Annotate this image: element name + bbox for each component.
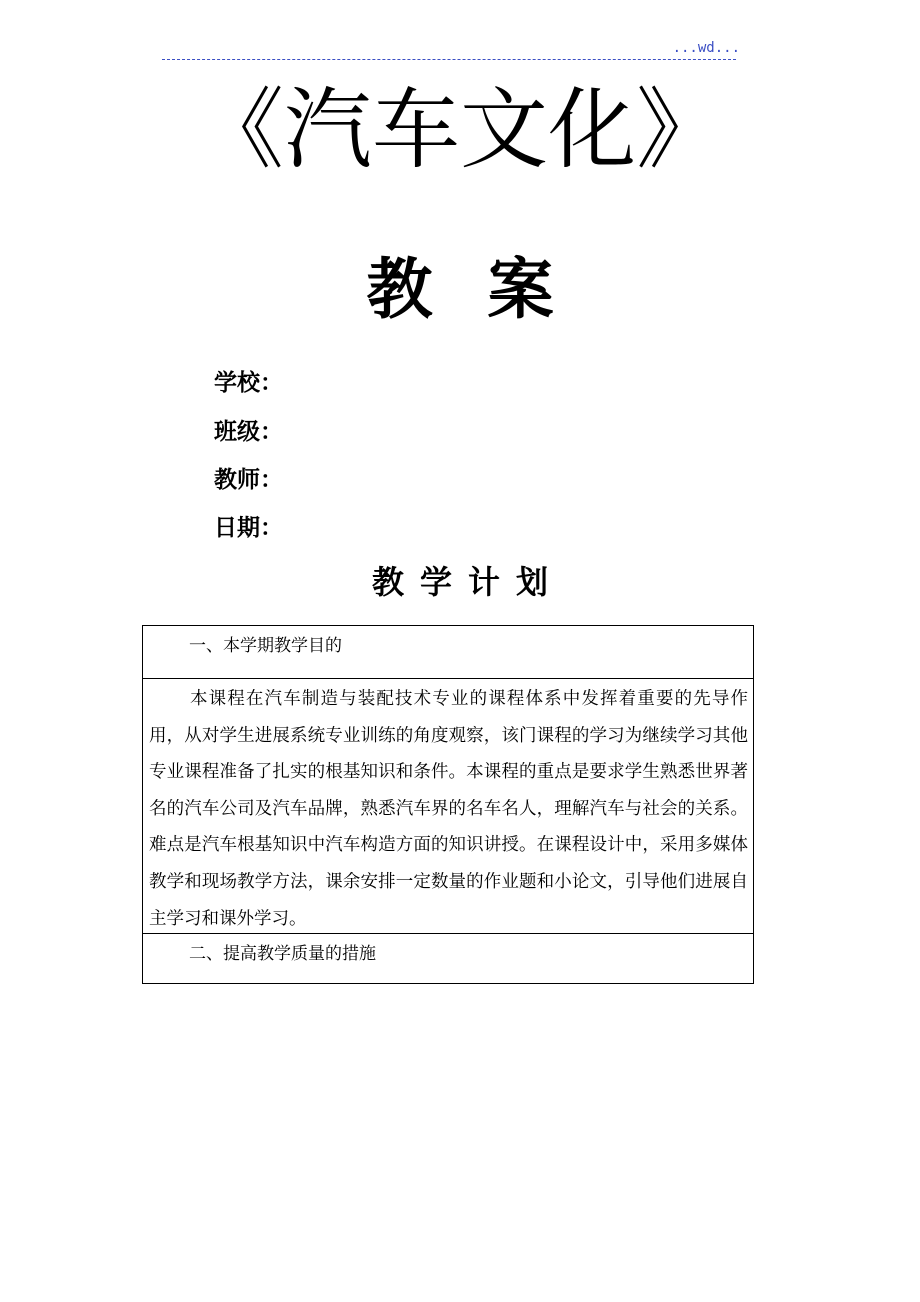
section-heading-objectives: 一、本学期教学目的 [189, 636, 342, 656]
field-teacher-label: 教师： [214, 467, 283, 493]
header-dashed-line [162, 59, 736, 60]
document-title: 《汽车文化》 [195, 78, 724, 181]
section-heading-measures: 二、提高教学质量的措施 [143, 933, 753, 984]
field-class-label: 班级： [214, 419, 283, 445]
header-mark: ...wd... [672, 40, 740, 56]
document-subtitle: 教案 [366, 251, 609, 328]
teaching-plan-title: 教学计划 [371, 563, 564, 601]
field-date-label: 日期： [214, 515, 283, 541]
field-school-label: 学校： [214, 370, 283, 396]
section-body-objectives: 本课程在汽车制造与装配技术专业的课程体系中发挥着重要的先导作用，从对学生进展系统专业训练的角度观察，该门课程的学习为继续学习其他专业课程准备了扎实的根基知识和条件。本课程的重点是要求学生熟悉世界著名的汽车公司及汽车品牌，熟悉汽车界的名车名人，理解汽车与社会的关系。难点是汽车根基知识中汽车构造方面的知识讲授。在课程设计中，采用多媒体教学和现场教学方法，课余安排一定数量的作业题和小论文，引导他们进展自主学习和课外学习。 [143, 678, 753, 933]
teaching-plan-table [142, 625, 754, 984]
